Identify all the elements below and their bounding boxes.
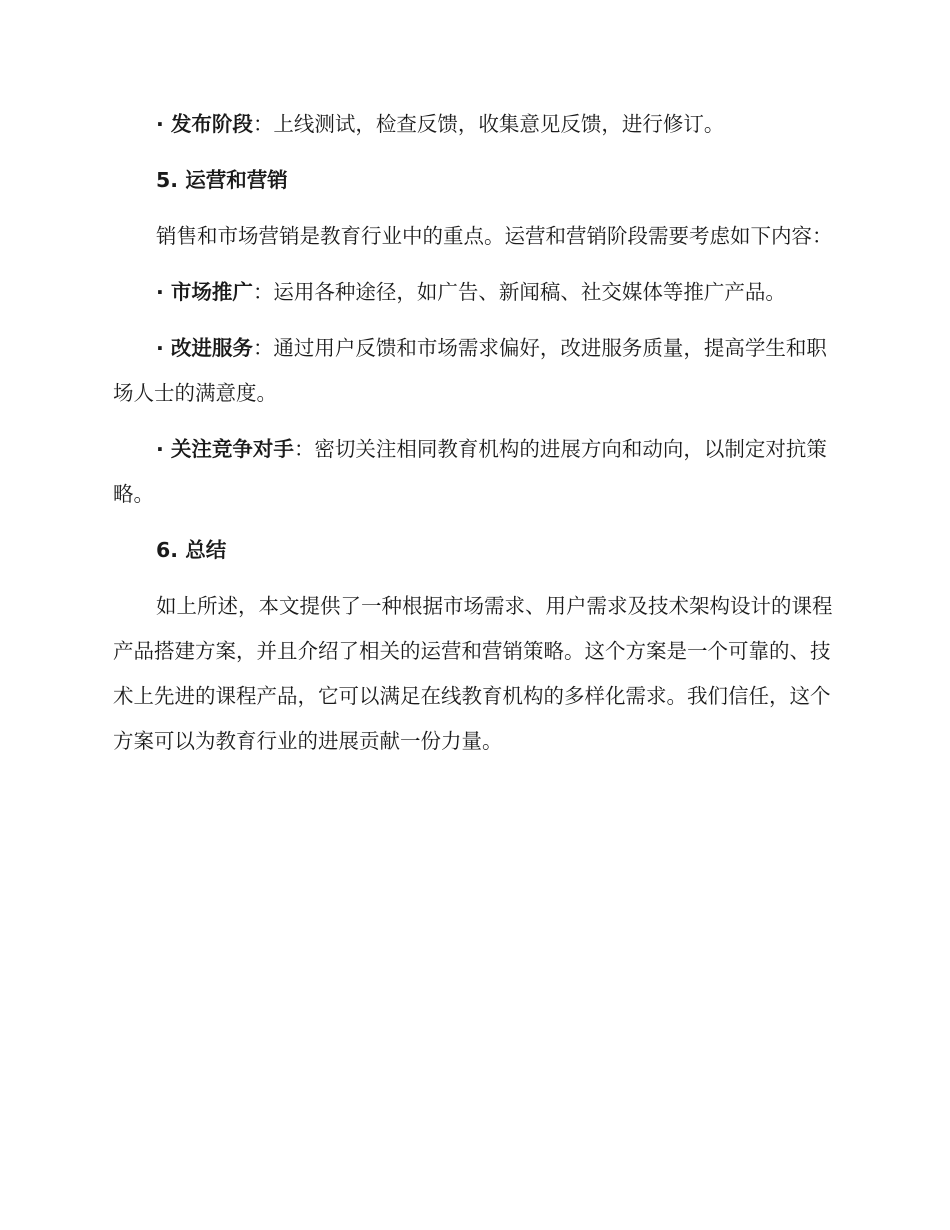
section-5-heading: 5. 运营和营销: [156, 168, 288, 192]
bullet-body: ：通过用户反馈和市场需求偏好，改进服务质量，提高学生和职场人士的满意度。: [113, 336, 827, 405]
bullet-body: ：运用各种途径，如广告、新闻稿、社交媒体等推广产品。: [252, 280, 786, 304]
bullet-lead: · 关注竞争对手: [156, 437, 294, 461]
document-page: [113, 102, 833, 764]
bullet-market-promotion: [113, 270, 833, 315]
section-6-heading: 6. 总结: [156, 538, 227, 562]
bullet-lead: · 发布阶段: [156, 112, 253, 136]
bullet-body: ：密切关注相同教育机构的进展方向和动向，以制定对抗策略。: [113, 437, 827, 506]
bullet-improve-service: [113, 326, 833, 416]
section-5-intro: 销售和市场营销是教育行业中的重点。运营和营销阶段需要考虑如下内容：: [156, 224, 833, 248]
bullet-release-stage: [113, 102, 833, 147]
bullet-lead: · 市场推广: [156, 280, 253, 304]
section-6-body: 如上所述，本文提供了一种根据市场需求、用户需求及技术架构设计的课程产品搭建方案，并且介绍了相关的运营和营销策略。这个方案是一个可靠的、技术上先进的课程产品，它可以满足在线教育机构的多样化需求。我们信任，这个方案可以为教育行业的进展贡献一份力量。: [113, 594, 833, 753]
bullet-watch-competitors: [113, 427, 833, 517]
bullet-lead: · 改进服务: [156, 336, 253, 360]
bullet-body: ：上线测试，检查反馈，收集意见反馈，进行修订。: [252, 112, 725, 136]
